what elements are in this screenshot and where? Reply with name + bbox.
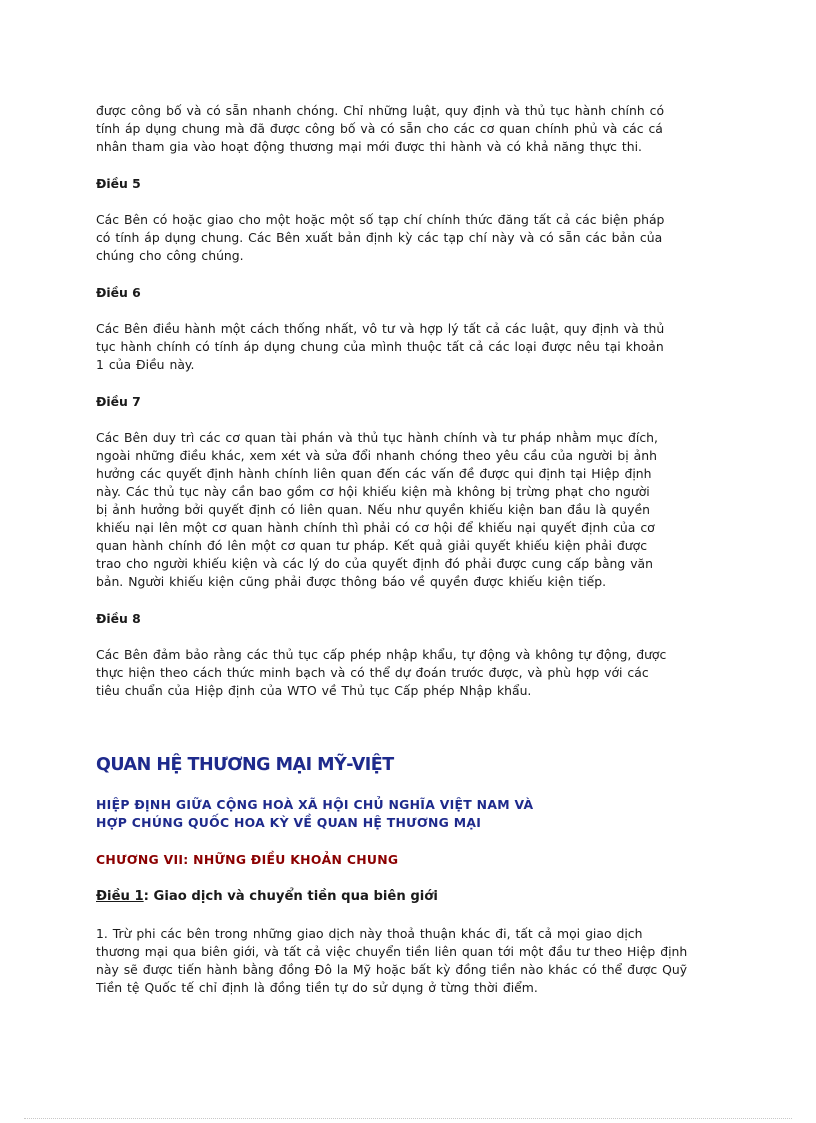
section-title: QUAN HỆ THƯƠNG MẠI MỸ-VIỆT <box>96 755 394 775</box>
article-heading-5: Điều 5 <box>96 176 141 191</box>
text-line: thực hiện theo cách thức minh bạch và có thể dự đoán trước được, và phù hợp với các <box>96 665 649 680</box>
article-1-heading <box>96 888 706 906</box>
text-line: chúng cho công chúng. <box>96 248 244 263</box>
article-5-paragraph <box>96 211 706 265</box>
article-6-paragraph <box>96 320 706 374</box>
text-line: trao cho người khiếu kiện và các lý do của quyết định đó phải được cung cấp bằng văn <box>96 556 653 571</box>
text-line: 1. Trừ phi các bên trong những giao dịch này thoả thuận khác đi, tất cả mọi giao dịch <box>96 926 643 941</box>
text-line: Các Bên đảm bảo rằng các thủ tục cấp phép nhập khẩu, tự động và không tự động, được <box>96 647 667 662</box>
article-7-paragraph <box>96 429 706 591</box>
text-line: được công bố và có sẵn nhanh chóng. Chỉ những luật, quy định và thủ tục hành chính có <box>96 103 665 118</box>
text-line: bị ảnh hưởng bởi quyết định có liên quan. Nếu như quyền khiếu kiện ban đầu là quyền <box>96 502 650 517</box>
text-line: này. Các thủ tục này cần bao gồm cơ hội khiếu kiện mà không bị trừng phạt cho người <box>96 484 650 499</box>
article-1-label: Điều 1 <box>96 889 144 904</box>
text-line: 1 của Điều này. <box>96 357 195 372</box>
text-line: tiêu chuẩn của Hiệp định của WTO về Thủ tục Cấp phép Nhập khẩu. <box>96 683 532 698</box>
text-line: Tiền tệ Quốc tế chỉ định là đồng tiền tự do sử dụng ở từng thời điểm. <box>96 980 538 995</box>
text-line: có tính áp dụng chung. Các Bên xuất bản định kỳ các tạp chí này và có sẵn các bản của <box>96 230 663 245</box>
text-line: nhân tham gia vào hoạt động thương mại mới được thi hành và có khả năng thực thi. <box>96 139 642 154</box>
text-line: này sẽ được tiến hành bằng đồng Đô la Mỹ hoặc bất kỳ đồng tiền nào khác có thể được Quỹ <box>96 962 688 977</box>
article-heading-8: Điều 8 <box>96 611 141 626</box>
text-line: Các Bên điều hành một cách thống nhất, vô tư và hợp lý tất cả các luật, quy định và thủ <box>96 321 665 336</box>
chapter-title: CHƯƠNG VII: NHỮNG ĐIỀU KHOẢN CHUNG <box>96 852 399 867</box>
intro-paragraph <box>96 102 706 156</box>
text-line: khiếu nại lên một cơ quan hành chính thì phải có cơ hội để khiếu nại quyết định của cơ <box>96 520 655 535</box>
article-1-paragraph <box>96 925 706 997</box>
document-page <box>96 102 706 997</box>
text-line: bản. Người khiếu kiện cũng phải được thông báo về quyền được khiếu kiện tiếp. <box>96 574 607 589</box>
article-heading-6: Điều 6 <box>96 285 141 300</box>
text-line: tục hành chính có tính áp dụng chung của mình thuộc tất cả các loại được nêu tại khoản <box>96 339 664 354</box>
text-line: Các Bên có hoặc giao cho một hoặc một số tạp chí chính thức đăng tất cả các biện pháp <box>96 212 665 227</box>
text-line: tính áp dụng chung mà đã được công bố và có sẵn cho các cơ quan chính phủ và các cá <box>96 121 663 136</box>
article-8-paragraph <box>96 646 706 700</box>
text-line: Các Bên duy trì các cơ quan tài phán và thủ tục hành chính và tư pháp nhằm mục đích, <box>96 430 658 445</box>
page-bottom-divider <box>24 1118 792 1119</box>
text-line: thương mại qua biên giới, và tất cả việc chuyển tiền liên quan tới một đầu tư theo Hiệp định <box>96 944 688 959</box>
text-line: ngoài những điều khác, xem xét và sửa đổi nhanh chóng theo yêu cầu của người bị ảnh <box>96 448 657 463</box>
agreement-title <box>96 796 706 832</box>
text-line: hưởng các quyết định hành chính liên quan đến các vấn đề được qui định tại Hiệp định <box>96 466 652 481</box>
article-heading-7: Điều 7 <box>96 394 141 409</box>
text-line: quan hành chính đó lên một cơ quan tư pháp. Kết quả giải quyết khiếu kiện phải được <box>96 538 648 553</box>
agreement-title-line: HỢP CHÚNG QUỐC HOA KỲ VỀ QUAN HỆ THƯƠNG MẠI <box>96 815 482 830</box>
agreement-title-line: HIỆP ĐỊNH GIỮA CỘNG HOÀ XÃ HỘI CHỦ NGHĨA VIỆT NAM VÀ <box>96 797 534 812</box>
article-1-title: : Giao dịch và chuyển tiền qua biên giới <box>143 889 438 904</box>
